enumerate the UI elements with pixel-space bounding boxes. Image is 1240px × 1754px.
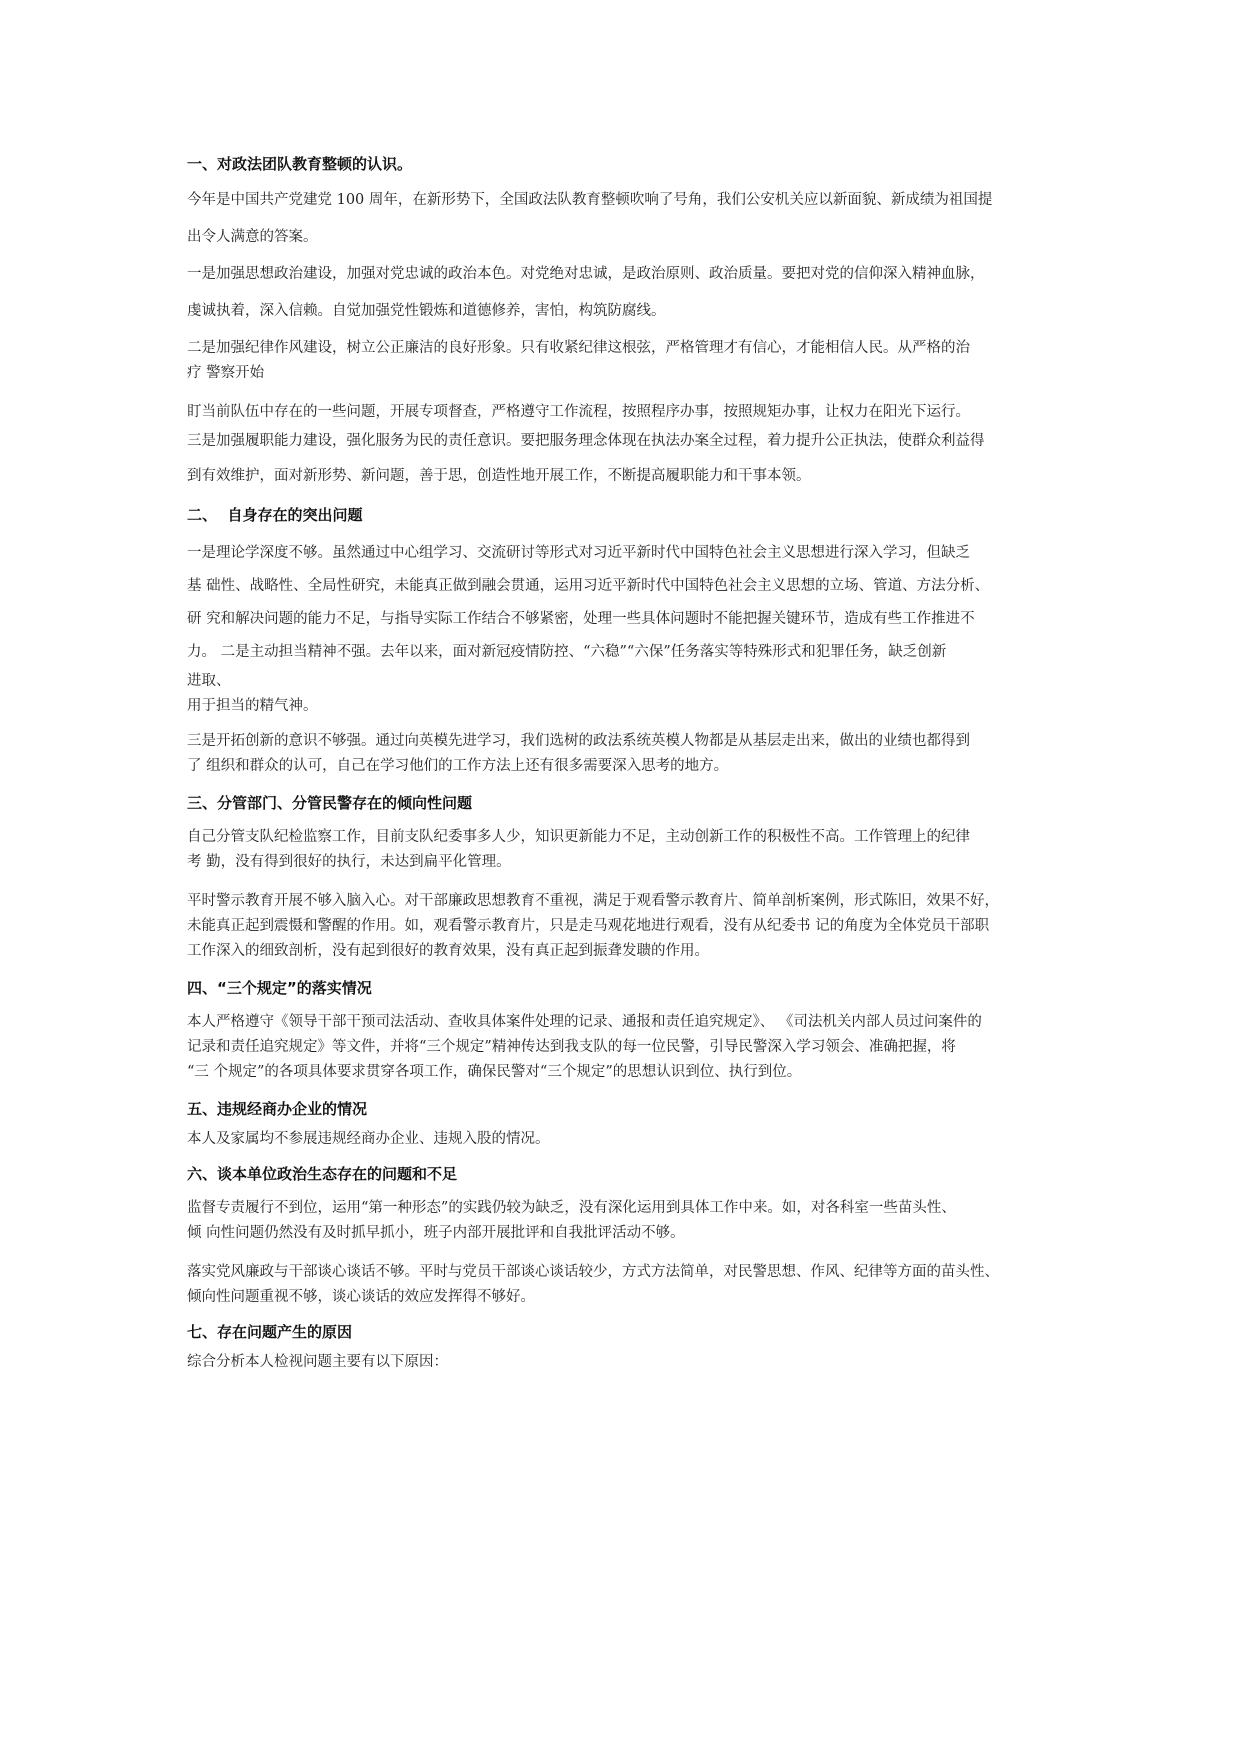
- paragraph-line: 到有效维护，面对新形势、新问题，善于思，创造性地开展工作，不断提高履职能力和干事本领。: [187, 468, 811, 484]
- paragraph-line: 平时警示教育开展不够入脑入心。对干部廉政思想教育不重视，满足于观看警示教育片、简单剖析案例，形式陈旧，效果不好，: [187, 893, 999, 909]
- paragraph-line: 基 础性、战略性、全局性研究，未能真正做到融会贯通，运用习近平新时代中国特色社会主义思想的立场、管道、方法分析、: [187, 578, 990, 594]
- paragraph-line: 未能真正起到震慑和警醒的作用。如，观看警示教育片，只是走马观花地进行观看，没有从纪委书 记的角度为全体党员干部职: [187, 918, 990, 934]
- section-heading-3: 三、分管部门、分管民警存在的倾向性问题: [187, 794, 473, 812]
- section-7-body: [187, 1350, 1067, 1375]
- paragraph-line: 二是加强纪律作风建设，树立公正廉洁的良好形象。只有收紧纪律这根弦，严格管理才有信心，才能相信人民。从严格的治: [187, 340, 970, 356]
- paragraph-line: 一是加强思想政治建设，加强对党忠诚的政治本色。对党绝对忠诚，是政治原则、政治质量。要把对党的信仰深入精神血脉，: [187, 266, 985, 282]
- paragraph-line: 力。 二是主动担当精神不强。去年以来，面对新冠疫情防控、“六稳”“六保”任务落实等特殊形式和犯罪任务，缺乏创新: [187, 644, 947, 660]
- paragraph-line: 监督专责履行不到位，运用“第一种形态”的实践仍较为缺乏，没有深化运用到具体工作中来。如，对各科室一些苗头性、: [187, 1200, 956, 1216]
- paragraph-line: 了 组织和群众的认可，自己在学习他们的工作方法上还有很多需要深入思考的地方。: [187, 758, 729, 774]
- paragraph-line: 综合分析本人检视问题主要有以下原因：: [187, 1354, 448, 1370]
- section-heading-7: 七、存在问题产生的原因: [187, 1323, 353, 1341]
- paragraph-line: 本人及家属均不参展违规经商办企业、违规入股的情况。: [187, 1131, 550, 1147]
- section-6-body-a: [187, 1196, 1067, 1246]
- paragraph-line: 倾 向性问题仍然没有及时抓早抓小，班子内部开展批评和自我批评活动不够。: [187, 1225, 685, 1241]
- section-6-body-b: [187, 1260, 1067, 1310]
- paragraph-line: 考 勤，没有得到很好的执行，未达到扁平化管理。: [187, 854, 511, 870]
- paragraph-line: 出令人满意的答案。: [187, 229, 318, 245]
- section-4-body: [187, 1010, 1067, 1085]
- paragraph-line: 疗 警察开始: [187, 365, 265, 381]
- paragraph-line: 落实党风廉政与干部谈心谈话不够。平时与党员干部谈心谈话较少，方式方法简单，对民警思想、作风、纪律等方面的苗头性、: [187, 1264, 999, 1280]
- paragraph-line: 虔诚执着，深入信赖。自觉加强党性锻炼和道德修养，害怕，构筑防腐线。: [187, 303, 666, 319]
- paragraph-line: 盯当前队伍中存在的一些问题，开展专项督查，严格遵守工作流程，按照程序办事，按照规矩办事，让权力在阳光下运行。: [187, 404, 970, 420]
- paragraph-line: 倾向性问题重视不够，谈心谈话的效应发挥得不够好。: [187, 1289, 535, 1305]
- paragraph-line: 研 究和解决问题的能力不足，与指导实际工作结合不够紧密，处理一些具体问题时不能把握关键环节，造成有些工作推进不: [187, 611, 975, 627]
- paragraph-line: 工作深入的细致剖析，没有起到很好的教育效果，没有真正起到振聋发聩的作用。: [187, 943, 709, 959]
- section-heading-2: 二、 自身存在的突出问题: [187, 506, 363, 524]
- document-body: [187, 150, 1067, 1375]
- section-3-body-a: [187, 825, 1067, 875]
- paragraph-line: 用于担当的精气神。: [187, 698, 318, 714]
- section-heading-4: 四、“三个规定”的落实情况: [187, 979, 372, 997]
- paragraph-line: 三是加强履职能力建设，强化服务为民的责任意识。要把服务理念体现在执法办案全过程，着力提升公正执法，使群众利益得: [187, 433, 985, 449]
- paragraph-line: 今年是中国共产党建党 100 周年，在新形势下，全国政法队教育整顿吹响了号角，我们公安机关应以新面貌、新成绩为祖国提: [187, 192, 993, 208]
- paragraph-line: 三是开拓创新的意识不够强。通过向英模先进学习，我们选树的政法系统英模人物都是从基层走出来，做出的业绩也都得到: [187, 733, 970, 749]
- section-heading-1: 一、对政法团队教育整顿的认识。: [187, 155, 413, 173]
- paragraph-line: 进取、: [187, 673, 231, 689]
- section-heading-6: 六、谈本单位政治生态存在的问题和不足: [187, 1165, 458, 1183]
- paragraph-line: 一是理论学深度不够。虽然通过中心组学习、交流研讨等形式对习近平新时代中国特色社会主义思想进行深入学习，但缺乏: [187, 545, 970, 561]
- section-heading-5: 五、违规经商办企业的情况: [187, 1100, 368, 1118]
- section-3-body-b: [187, 889, 1067, 964]
- section-2-body: [187, 537, 1067, 719]
- paragraph-line: 自己分管支队纪检监察工作，目前支队纪委事多人少，知识更新能力不足，主动创新工作的积极性不高。工作管理上的纪律: [187, 829, 970, 845]
- paragraph-line: “三 个规定”的各项具体要求贯穿各项工作，确保民警对“三个规定”的思想认识到位、执行到位。: [187, 1064, 802, 1080]
- section-5-body: [187, 1127, 1067, 1152]
- section-1-body: [187, 182, 1067, 495]
- section-2-body-b: [187, 729, 1067, 779]
- paragraph-line: 本人严格遵守《领导干部干预司法活动、查收具体案件处理的记录、通报和责任追究规定》、 《司法机关内部人员过问案件的: [187, 1014, 982, 1030]
- paragraph-line: 记录和责任追究规定》等文件，并将“三个规定”精神传达到我支队的每一位民警，引导民警深入学习领会、准确把握，将: [187, 1039, 956, 1055]
